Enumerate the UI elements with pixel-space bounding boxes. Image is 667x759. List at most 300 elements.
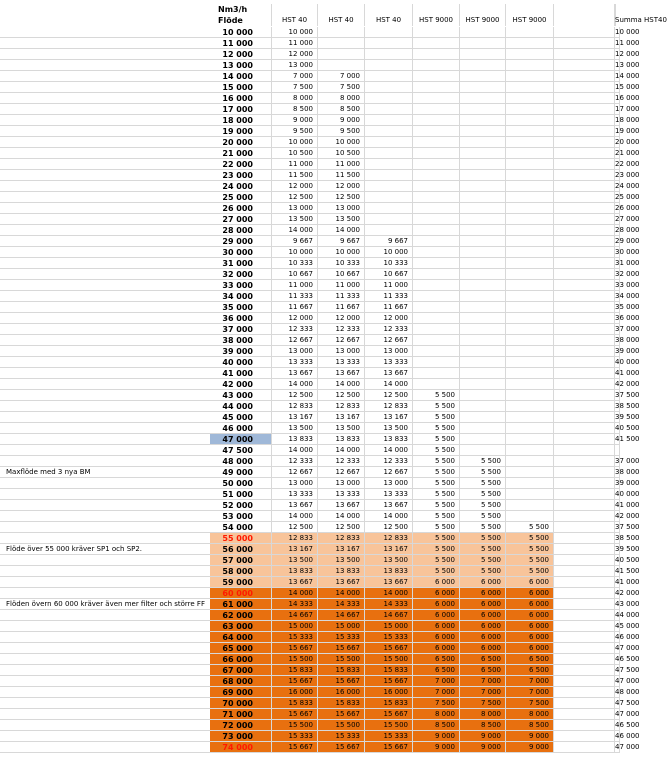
value-cell-s2[interactable] [460,258,506,269]
value-cell-h1[interactable]: 12 833 [272,401,318,412]
value-cell-h3[interactable]: 13 500 [365,555,413,566]
sum-cell[interactable]: 42 000 [615,589,640,597]
value-cell-h2[interactable]: 15 667 [318,709,365,720]
sum-cell[interactable]: 47 000 [615,743,640,751]
value-cell-s3[interactable]: 5 500 [506,533,554,544]
value-cell-h1[interactable]: 13 667 [272,500,318,511]
value-cell-s2[interactable]: 5 500 [460,489,506,500]
value-cell-s1[interactable] [413,104,460,115]
value-cell-s3[interactable] [506,434,554,445]
value-cell-s3[interactable] [506,27,554,38]
value-cell-s1[interactable]: 5 500 [413,456,460,467]
value-cell-h3[interactable] [365,82,413,93]
value-cell-h3[interactable]: 13 333 [365,357,413,368]
empty-cell[interactable] [554,38,615,49]
value-cell-h2[interactable]: 10 000 [318,247,365,258]
value-cell-s3[interactable] [506,368,554,379]
value-cell-h2[interactable]: 14 000 [318,511,365,522]
empty-cell[interactable] [554,687,615,698]
value-cell-h1[interactable]: 15 500 [272,654,318,665]
empty-cell[interactable] [554,423,615,434]
value-cell-s2[interactable] [460,291,506,302]
value-cell-s3[interactable]: 9 000 [506,731,554,742]
empty-cell[interactable] [554,665,615,676]
flow-cell[interactable]: 43 000 [210,390,272,401]
sum-cell[interactable]: 41 000 [615,501,640,509]
value-cell-h1[interactable]: 12 000 [272,181,318,192]
flow-cell[interactable]: 22 000 [210,159,272,170]
flow-cell[interactable]: 36 000 [210,313,272,324]
value-cell-s2[interactable]: 9 000 [460,731,506,742]
value-cell-h3[interactable]: 12 833 [365,533,413,544]
empty-cell[interactable] [554,346,615,357]
row-label-cell[interactable] [0,478,210,489]
sum-cell[interactable]: 40 500 [615,424,640,432]
value-cell-h2[interactable]: 9 667 [318,236,365,247]
value-cell-s3[interactable] [506,324,554,335]
flow-cell[interactable]: 26 000 [210,203,272,214]
row-label-cell[interactable] [0,126,210,137]
value-cell-s3[interactable] [506,401,554,412]
flow-cell[interactable]: 13 000 [210,60,272,71]
row-label-cell[interactable] [0,82,210,93]
value-cell-s3[interactable] [506,159,554,170]
row-label-cell[interactable] [0,346,210,357]
value-cell-h3[interactable]: 11 667 [365,302,413,313]
sum-cell[interactable]: 18 000 [615,116,640,124]
flow-cell[interactable]: 37 000 [210,324,272,335]
value-cell-s3[interactable] [506,412,554,423]
value-cell-h3[interactable] [365,137,413,148]
value-cell-s2[interactable] [460,38,506,49]
value-cell-h3[interactable] [365,38,413,49]
value-cell-s1[interactable]: 9 000 [413,742,460,753]
row-label-cell[interactable] [0,742,210,753]
value-cell-s2[interactable]: 5 500 [460,478,506,489]
value-cell-s2[interactable] [460,368,506,379]
value-cell-h2[interactable] [318,60,365,71]
empty-cell[interactable] [554,654,615,665]
value-cell-h3[interactable]: 15 333 [365,632,413,643]
value-cell-h3[interactable]: 12 500 [365,390,413,401]
sum-cell[interactable]: 46 000 [615,732,640,740]
sum-cell[interactable]: 41 000 [615,578,640,586]
empty-cell[interactable] [554,71,615,82]
row-label-cell[interactable] [0,159,210,170]
empty-cell[interactable] [554,148,615,159]
column-header-6[interactable] [460,4,506,15]
sum-cell[interactable]: 37 000 [615,457,640,465]
sum-cell[interactable]: 47 000 [615,644,640,652]
value-cell-s2[interactable]: 6 000 [460,577,506,588]
value-cell-h3[interactable] [365,115,413,126]
row-label-cell[interactable] [0,203,210,214]
value-cell-h2[interactable]: 13 000 [318,346,365,357]
value-cell-s1[interactable]: 5 500 [413,412,460,423]
flow-cell[interactable]: 18 000 [210,115,272,126]
value-cell-s1[interactable] [413,126,460,137]
value-cell-s1[interactable] [413,181,460,192]
value-cell-h2[interactable]: 7 500 [318,82,365,93]
value-cell-h1[interactable]: 14 000 [272,511,318,522]
value-cell-s3[interactable] [506,478,554,489]
value-cell-h3[interactable]: 15 667 [365,643,413,654]
empty-cell[interactable] [554,709,615,720]
value-cell-s2[interactable]: 5 500 [460,456,506,467]
value-cell-s3[interactable] [506,467,554,478]
empty-cell[interactable] [554,522,615,533]
empty-cell[interactable] [554,401,615,412]
value-cell-h1[interactable]: 13 667 [272,368,318,379]
row-label-cell[interactable] [0,27,210,38]
value-cell-s2[interactable] [460,115,506,126]
sum-cell[interactable]: 48 000 [615,688,640,696]
sum-cell[interactable]: 41 500 [615,567,640,575]
value-cell-h3[interactable]: 14 000 [365,511,413,522]
value-cell-s3[interactable] [506,335,554,346]
value-cell-s3[interactable] [506,115,554,126]
sum-cell[interactable] [615,445,620,456]
value-cell-h3[interactable] [365,159,413,170]
flow-cell[interactable]: 54 000 [210,522,272,533]
column-header-7[interactable]: HST 9000 [506,15,554,26]
sum-cell[interactable]: 45 000 [615,622,640,630]
value-cell-s3[interactable] [506,181,554,192]
value-cell-h3[interactable]: 11 000 [365,280,413,291]
empty-cell[interactable] [554,247,615,258]
empty-cell[interactable] [554,445,615,456]
value-cell-h3[interactable]: 10 000 [365,247,413,258]
value-cell-s1[interactable] [413,49,460,60]
value-cell-h1[interactable]: 12 333 [272,324,318,335]
value-cell-s3[interactable] [506,93,554,104]
value-cell-s1[interactable] [413,60,460,71]
row-label-cell[interactable] [0,445,210,456]
value-cell-s1[interactable] [413,192,460,203]
column-header-8[interactable] [554,4,615,15]
row-label-cell[interactable] [0,566,210,577]
value-cell-s1[interactable]: 5 500 [413,489,460,500]
flow-cell[interactable]: 19 000 [210,126,272,137]
value-cell-s2[interactable] [460,324,506,335]
value-cell-h2[interactable]: 15 833 [318,698,365,709]
value-cell-h3[interactable] [365,203,413,214]
flow-cell[interactable]: 16 000 [210,93,272,104]
value-cell-s3[interactable] [506,71,554,82]
sum-cell[interactable]: 33 000 [615,281,640,289]
value-cell-h1[interactable]: 10 000 [272,137,318,148]
value-cell-h1[interactable]: 12 333 [272,456,318,467]
empty-cell[interactable] [554,511,615,522]
sum-cell[interactable]: 19 000 [615,127,640,135]
flow-cell[interactable]: 25 000 [210,192,272,203]
value-cell-h1[interactable]: 12 000 [272,49,318,60]
value-cell-s2[interactable]: 5 500 [460,533,506,544]
flow-cell[interactable]: 61 000 [210,599,272,610]
empty-cell[interactable] [554,478,615,489]
empty-cell[interactable] [554,104,615,115]
value-cell-s1[interactable]: 5 500 [413,390,460,401]
value-cell-h1[interactable]: 15 667 [272,742,318,753]
value-cell-s2[interactable] [460,49,506,60]
value-cell-s3[interactable] [506,456,554,467]
value-cell-h2[interactable]: 13 333 [318,357,365,368]
value-cell-h3[interactable]: 13 667 [365,577,413,588]
empty-cell[interactable] [554,731,615,742]
value-cell-s2[interactable] [460,401,506,412]
value-cell-s2[interactable]: 5 500 [460,522,506,533]
value-cell-h2[interactable]: 13 500 [318,423,365,434]
flow-cell[interactable]: 29 000 [210,236,272,247]
empty-cell[interactable] [554,170,615,181]
value-cell-h1[interactable]: 13 000 [272,60,318,71]
value-cell-h2[interactable]: 14 000 [318,445,365,456]
row-label-cell[interactable] [0,170,210,181]
empty-cell[interactable] [554,610,615,621]
value-cell-h3[interactable]: 14 000 [365,588,413,599]
sum-cell[interactable]: 46 500 [615,655,640,663]
sum-cell[interactable]: 11 000 [615,39,640,47]
empty-cell[interactable] [554,643,615,654]
value-cell-h2[interactable]: 11 000 [318,280,365,291]
value-cell-s2[interactable] [460,445,506,456]
value-cell-h1[interactable]: 13 833 [272,566,318,577]
value-cell-h2[interactable]: 11 333 [318,291,365,302]
value-cell-h2[interactable]: 14 333 [318,599,365,610]
column-header-3[interactable] [318,4,365,15]
value-cell-h1[interactable]: 12 500 [272,522,318,533]
sum-cell[interactable]: 24 000 [615,182,640,190]
value-cell-s3[interactable] [506,258,554,269]
value-cell-s3[interactable] [506,60,554,71]
value-cell-h2[interactable]: 12 667 [318,335,365,346]
value-cell-h1[interactable]: 13 833 [272,434,318,445]
value-cell-s3[interactable] [506,49,554,60]
value-cell-s2[interactable] [460,214,506,225]
value-cell-h1[interactable]: 14 000 [272,379,318,390]
value-cell-s2[interactable] [460,357,506,368]
value-cell-s2[interactable]: 5 500 [460,467,506,478]
value-cell-h2[interactable]: 11 500 [318,170,365,181]
value-cell-h2[interactable]: 10 500 [318,148,365,159]
value-cell-s3[interactable] [506,214,554,225]
flow-cell[interactable]: 40 000 [210,357,272,368]
value-cell-s3[interactable] [506,203,554,214]
value-cell-s2[interactable] [460,148,506,159]
value-cell-h3[interactable] [365,170,413,181]
column-header-2[interactable]: HST 40 [272,15,318,26]
row-label-cell[interactable] [0,577,210,588]
value-cell-s1[interactable]: 5 500 [413,445,460,456]
value-cell-h3[interactable] [365,214,413,225]
value-cell-h2[interactable]: 9 500 [318,126,365,137]
value-cell-h2[interactable] [318,27,365,38]
value-cell-h1[interactable]: 13 333 [272,489,318,500]
value-cell-s2[interactable]: 5 500 [460,566,506,577]
column-header-7[interactable] [506,4,554,15]
value-cell-s3[interactable] [506,302,554,313]
value-cell-s2[interactable]: 6 000 [460,621,506,632]
value-cell-h3[interactable] [365,60,413,71]
value-cell-h3[interactable]: 11 333 [365,291,413,302]
flow-cell[interactable]: 42 000 [210,379,272,390]
value-cell-h3[interactable] [365,49,413,60]
sum-cell[interactable]: 39 000 [615,347,640,355]
value-cell-h3[interactable]: 13 000 [365,346,413,357]
value-cell-h2[interactable]: 15 333 [318,632,365,643]
value-cell-s2[interactable] [460,27,506,38]
value-cell-h1[interactable]: 9 000 [272,115,318,126]
column-header-5[interactable] [413,4,460,15]
flow-cell[interactable]: 69 000 [210,687,272,698]
row-label-cell[interactable] [0,214,210,225]
sum-cell[interactable]: 30 000 [615,248,640,256]
value-cell-h2[interactable]: 11 000 [318,159,365,170]
row-label-cell[interactable] [0,588,210,599]
empty-cell[interactable] [554,214,615,225]
row-label-cell[interactable] [0,489,210,500]
value-cell-s1[interactable] [413,27,460,38]
row-label-cell[interactable] [0,632,210,643]
column-header-4[interactable]: HST 40 [365,15,413,26]
row-label-cell[interactable] [0,181,210,192]
value-cell-h2[interactable]: 15 500 [318,654,365,665]
flow-cell[interactable]: 15 000 [210,82,272,93]
empty-cell[interactable] [554,269,615,280]
value-cell-s2[interactable] [460,192,506,203]
column-header-2[interactable] [272,4,318,15]
empty-cell[interactable] [554,159,615,170]
value-cell-s1[interactable]: 5 500 [413,434,460,445]
sum-cell[interactable]: 39 500 [615,413,640,421]
value-cell-s2[interactable] [460,181,506,192]
value-cell-h2[interactable]: 12 667 [318,467,365,478]
value-cell-h3[interactable] [365,27,413,38]
sum-cell[interactable]: 32 000 [615,270,640,278]
row-label-cell[interactable] [0,280,210,291]
value-cell-s1[interactable]: 8 000 [413,709,460,720]
row-label-cell[interactable] [0,643,210,654]
value-cell-s1[interactable] [413,357,460,368]
value-cell-h3[interactable]: 13 167 [365,412,413,423]
value-cell-h1[interactable]: 11 500 [272,170,318,181]
value-cell-s3[interactable]: 6 000 [506,610,554,621]
row-label-cell[interactable] [0,401,210,412]
flow-cell[interactable]: 14 000 [210,71,272,82]
value-cell-h1[interactable]: 13 000 [272,203,318,214]
value-cell-s1[interactable] [413,71,460,82]
value-cell-s1[interactable]: 6 000 [413,610,460,621]
value-cell-s3[interactable] [506,82,554,93]
empty-cell[interactable] [554,357,615,368]
value-cell-s2[interactable]: 6 000 [460,588,506,599]
flow-cell[interactable]: 52 000 [210,500,272,511]
value-cell-s3[interactable] [506,170,554,181]
row-label-cell[interactable] [0,302,210,313]
value-cell-s2[interactable] [460,60,506,71]
value-cell-h3[interactable]: 15 500 [365,654,413,665]
row-label-cell[interactable] [0,621,210,632]
value-cell-s1[interactable]: 5 500 [413,566,460,577]
value-cell-h3[interactable]: 13 167 [365,544,413,555]
value-cell-h2[interactable]: 13 167 [318,412,365,423]
value-cell-s3[interactable] [506,269,554,280]
sum-cell[interactable]: 22 000 [615,160,640,168]
sum-cell[interactable]: 12 000 [615,50,640,58]
value-cell-s1[interactable]: 5 500 [413,544,460,555]
flow-cell[interactable]: 45 000 [210,412,272,423]
empty-cell[interactable] [554,291,615,302]
flow-cell[interactable]: 66 000 [210,654,272,665]
value-cell-s2[interactable]: 5 500 [460,555,506,566]
sum-cell[interactable]: 41 000 [615,369,640,377]
value-cell-s3[interactable] [506,291,554,302]
empty-cell[interactable] [554,82,615,93]
value-cell-s1[interactable]: 5 500 [413,555,460,566]
value-cell-s1[interactable] [413,379,460,390]
flow-cell[interactable]: 62 000 [210,610,272,621]
flow-cell[interactable]: 24 000 [210,181,272,192]
row-label-cell[interactable] [0,379,210,390]
sum-cell[interactable]: 38 500 [615,402,640,410]
flow-cell[interactable]: 31 000 [210,258,272,269]
value-cell-s2[interactable]: 7 500 [460,698,506,709]
value-cell-h1[interactable]: 16 000 [272,687,318,698]
value-cell-h1[interactable]: 12 667 [272,335,318,346]
row-label-cell[interactable] [0,291,210,302]
value-cell-s3[interactable]: 5 500 [506,522,554,533]
flow-cell[interactable]: 68 000 [210,676,272,687]
value-cell-h1[interactable]: 10 000 [272,247,318,258]
value-cell-s2[interactable] [460,104,506,115]
row-label-cell[interactable] [0,115,210,126]
value-cell-h3[interactable]: 12 000 [365,313,413,324]
value-cell-s1[interactable] [413,335,460,346]
value-cell-h1[interactable]: 8 000 [272,93,318,104]
flow-cell[interactable]: 11 000 [210,38,272,49]
empty-cell[interactable] [554,588,615,599]
empty-cell[interactable] [554,49,615,60]
column-header-1[interactable]: Flöde [210,15,272,26]
sum-cell[interactable]: 25 000 [615,193,640,201]
value-cell-h1[interactable]: 13 000 [272,478,318,489]
value-cell-h3[interactable]: 13 667 [365,500,413,511]
row-label-cell[interactable] [0,104,210,115]
value-cell-h2[interactable]: 13 167 [318,544,365,555]
value-cell-h1[interactable]: 12 833 [272,533,318,544]
value-cell-s2[interactable] [460,247,506,258]
flow-cell[interactable]: 47 500 [210,445,272,456]
column-header-4[interactable] [365,4,413,15]
sum-cell[interactable]: 47 500 [615,699,640,707]
value-cell-s2[interactable]: 5 500 [460,511,506,522]
value-cell-s1[interactable]: 6 000 [413,588,460,599]
value-cell-s3[interactable]: 6 000 [506,621,554,632]
value-cell-h3[interactable] [365,126,413,137]
value-cell-h3[interactable]: 15 833 [365,665,413,676]
value-cell-s2[interactable] [460,236,506,247]
value-cell-s2[interactable] [460,335,506,346]
value-cell-h3[interactable]: 13 000 [365,478,413,489]
value-cell-s3[interactable]: 9 000 [506,742,554,753]
flow-cell[interactable]: 30 000 [210,247,272,258]
row-label-cell[interactable] [0,236,210,247]
sum-cell[interactable]: 38 500 [615,534,640,542]
value-cell-s1[interactable] [413,93,460,104]
value-cell-s1[interactable]: 7 500 [413,698,460,709]
value-cell-h2[interactable]: 13 667 [318,368,365,379]
row-label-cell[interactable] [0,390,210,401]
